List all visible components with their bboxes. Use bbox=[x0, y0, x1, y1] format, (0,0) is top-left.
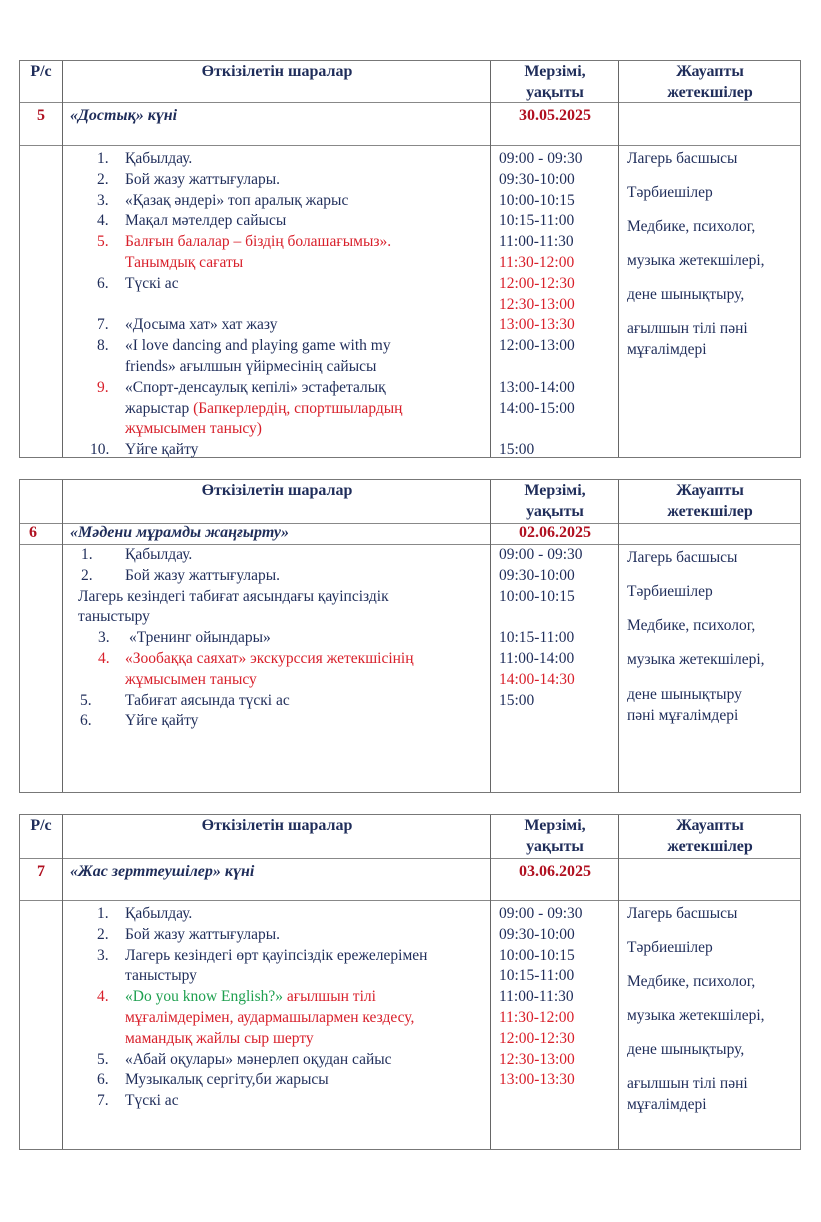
header-events: Өткізілетін шаралар bbox=[201, 817, 353, 834]
event-text: friends» ағылшын үйірмесінің сайысы bbox=[125, 358, 377, 375]
event-number: 2. bbox=[97, 170, 109, 188]
responsible-list bbox=[619, 545, 801, 792]
time-slot: 12:00-12:30 bbox=[499, 1029, 575, 1047]
time-slot: 14:00-15:00 bbox=[499, 399, 575, 417]
time-slot: 13:00-13:30 bbox=[499, 1071, 575, 1089]
header-time: Мерзімі, уақыты bbox=[524, 63, 586, 101]
header-row bbox=[20, 480, 800, 523]
time-slot: 10:00-10:15 bbox=[499, 191, 575, 209]
event-number: 2. bbox=[81, 566, 93, 584]
time-slot: 11:00-11:30 bbox=[499, 233, 574, 251]
event-text: Табиғат аясында түскі ас bbox=[125, 691, 290, 709]
responsible-person: дене шынықтыру, bbox=[627, 286, 745, 303]
responsible-person: мұғалімдері bbox=[627, 341, 707, 358]
event-number: 6. bbox=[97, 1071, 109, 1089]
schedule-table-day-7 bbox=[19, 814, 801, 1150]
responsible-list bbox=[619, 901, 801, 1149]
event-number: 6. bbox=[80, 712, 92, 730]
event-text: таныстыру bbox=[125, 967, 197, 985]
day-title-row bbox=[20, 523, 800, 544]
event-text: Лагерь кезіндегі өрт қауіпсіздік ережелерімен bbox=[125, 946, 428, 964]
event-number: 1. bbox=[97, 905, 109, 922]
day-date: 30.05.2025 bbox=[519, 107, 591, 124]
event-number: 3. bbox=[97, 191, 109, 209]
event-text: «Досыма хат» хат жазу bbox=[125, 316, 278, 334]
day-title: «Мәдени мұрамды жаңғырту» bbox=[70, 524, 289, 541]
event-text: Үйге қайту bbox=[125, 441, 199, 459]
event-text: «Қазақ әндері» топ аралық жарыс bbox=[125, 191, 349, 209]
time-slot: 09:30-10:00 bbox=[499, 925, 575, 943]
time-slot: 09:30-10:00 bbox=[499, 170, 575, 188]
event-text: жұмысымен танысу bbox=[125, 670, 257, 688]
event-text: Қабылдау. bbox=[125, 546, 193, 563]
event-number: 8. bbox=[97, 337, 109, 355]
time-slot: 12:30-13:00 bbox=[499, 295, 575, 313]
time-slot: 09:30-10:00 bbox=[499, 566, 575, 584]
time-slot: 10:00-10:15 bbox=[499, 587, 575, 605]
header-events: Өткізілетін шаралар bbox=[201, 482, 353, 499]
day-body-row bbox=[20, 145, 800, 457]
event-number: 9. bbox=[97, 378, 109, 396]
day-body-row bbox=[20, 900, 800, 1149]
header-num: Р/с bbox=[30, 63, 52, 80]
event-number: 10. bbox=[90, 441, 110, 459]
event-number: 5. bbox=[97, 233, 109, 251]
event-text: Балғын балалар – біздің болашағымыз». bbox=[125, 233, 392, 251]
events-list bbox=[63, 901, 491, 1149]
header-time: Мерзімі, уақыты bbox=[524, 482, 586, 520]
time-slot: 11:00-14:00 bbox=[499, 650, 575, 667]
event-text: Мақал мәтелдер сайысы bbox=[125, 212, 287, 230]
day-date: 02.06.2025 bbox=[519, 524, 591, 541]
time-slot: 14:00-14:30 bbox=[499, 670, 575, 688]
day-date: 03.06.2025 bbox=[519, 863, 591, 880]
responsible-list bbox=[619, 146, 801, 457]
time-slot: 13:00-14:00 bbox=[499, 378, 575, 396]
events-list bbox=[63, 545, 491, 792]
event-text: Түскі ас bbox=[125, 274, 179, 292]
event-number: 4. bbox=[98, 650, 110, 667]
events-list bbox=[63, 146, 491, 457]
responsible-person: Лагерь басшысы bbox=[627, 905, 738, 922]
responsible-person: пәні мұғалімдері bbox=[627, 707, 739, 724]
event-text: «I love dancing and playing game with my bbox=[125, 337, 391, 355]
event-number: 7. bbox=[97, 1092, 109, 1110]
event-number: 2. bbox=[97, 925, 109, 943]
time-slot: 10:15-11:00 bbox=[499, 212, 575, 230]
day-title: «Жас зерттеушілер» күні bbox=[70, 863, 255, 880]
responsible-person: Тәрбиешілер bbox=[627, 939, 713, 956]
header-responsible: Жауапты жетекшілер bbox=[667, 817, 753, 855]
event-text: жарыстар (Бапкерлердің, спортшылардың bbox=[125, 399, 403, 417]
responsible-person: ағылшын тілі пәні bbox=[627, 1075, 748, 1092]
time-slot: 12:00-12:30 bbox=[499, 274, 575, 292]
event-number: 7. bbox=[97, 316, 109, 334]
event-text: мамандық жайлы сыр шерту bbox=[125, 1029, 314, 1047]
event-number: 1. bbox=[81, 546, 93, 563]
day-number: 7 bbox=[37, 863, 45, 880]
header-num: Р/с bbox=[30, 817, 52, 834]
event-number: 4. bbox=[97, 212, 109, 230]
responsible-person: Лагерь басшысы bbox=[627, 549, 738, 566]
time-slot: 11:30-12:00 bbox=[499, 254, 575, 271]
day-title-row bbox=[20, 858, 800, 900]
event-text: «Тренинг ойындары» bbox=[129, 629, 271, 647]
responsible-person: Лагерь басшысы bbox=[627, 150, 738, 167]
event-number: 3. bbox=[98, 629, 110, 647]
event-number: 4. bbox=[97, 988, 109, 1006]
time-slot: 15:00 bbox=[499, 691, 535, 709]
event-text: Қабылдау. bbox=[125, 150, 193, 167]
day-number: 6 bbox=[29, 524, 37, 541]
event-text: Бой жазу жаттығулары. bbox=[125, 566, 281, 584]
header-responsible: Жауапты жетекшілер bbox=[667, 482, 753, 520]
time-slot: 10:00-10:15 bbox=[499, 946, 575, 964]
time-slot: 13:00-13:30 bbox=[499, 316, 575, 334]
responsible-person: мұғалімдері bbox=[627, 1096, 707, 1113]
event-text: Лагерь кезіндегі табиғат аясындағы қауіпсіздік bbox=[78, 587, 389, 605]
time-slot: 12:00-13:00 bbox=[499, 337, 575, 355]
time-slot: 09:00 - 09:30 bbox=[499, 905, 583, 922]
time-slot: 12:30-13:00 bbox=[499, 1050, 575, 1068]
responsible-person: Медбике, психолог, bbox=[627, 617, 756, 634]
times-list bbox=[491, 146, 619, 457]
time-slot: 10:15-11:00 bbox=[499, 629, 575, 647]
event-text: таныстыру bbox=[78, 608, 150, 626]
event-number: 1. bbox=[97, 150, 109, 167]
day-number: 5 bbox=[37, 107, 45, 124]
event-number: 5. bbox=[80, 691, 92, 709]
event-text: «Абай оқулары» мәнерлеп оқудан сайыс bbox=[125, 1050, 392, 1068]
header-responsible: Жауапты жетекшілер bbox=[667, 63, 753, 101]
responsible-person: Медбике, психолог, bbox=[627, 973, 756, 990]
day-title: «Достық» күні bbox=[70, 107, 178, 124]
time-slot: 10:15-11:00 bbox=[499, 967, 575, 985]
times-list bbox=[491, 901, 619, 1149]
event-text: Түскі ас bbox=[125, 1092, 179, 1110]
header-row bbox=[20, 815, 800, 858]
event-text: Танымдық сағаты bbox=[125, 254, 244, 271]
schedule-table-day-6 bbox=[19, 479, 801, 793]
event-text: Бой жазу жаттығулары. bbox=[125, 925, 281, 943]
time-slot: 09:00 - 09:30 bbox=[499, 546, 583, 563]
event-number: 6. bbox=[97, 274, 109, 292]
event-number: 5. bbox=[97, 1050, 109, 1068]
event-text: «Спорт-денсаулық кепілі» эстафеталық bbox=[125, 378, 386, 396]
responsible-person: Медбике, психолог, bbox=[627, 218, 756, 235]
responsible-person: музыка жетекшілері, bbox=[627, 651, 765, 668]
header-row bbox=[20, 61, 800, 102]
event-text: мұғалімдерімен, аудармашылармен кездесу, bbox=[125, 1009, 415, 1026]
responsible-person: музыка жетекшілері, bbox=[627, 252, 765, 269]
day-title-row bbox=[20, 102, 800, 145]
day-body-row bbox=[20, 544, 800, 792]
responsible-person: дене шынықтыру bbox=[627, 686, 742, 703]
header-time: Мерзімі, уақыты bbox=[524, 817, 586, 855]
time-slot: 15:00 bbox=[499, 441, 535, 459]
event-text: «Зообаққа саяхат» экскурссия жетекшісінің bbox=[125, 650, 414, 667]
schedule-table-day-5 bbox=[19, 60, 801, 458]
responsible-person: Тәрбиешілер bbox=[627, 184, 713, 201]
header-events: Өткізілетін шаралар bbox=[201, 63, 353, 80]
event-text: Бой жазу жаттығулары. bbox=[125, 170, 281, 188]
time-slot: 11:00-11:30 bbox=[499, 988, 574, 1006]
event-text: Қабылдау. bbox=[125, 905, 193, 922]
responsible-person: дене шынықтыру, bbox=[627, 1041, 745, 1058]
event-text: «Do you know English?» ағылшын тілі bbox=[125, 988, 376, 1006]
time-slot: 09:00 - 09:30 bbox=[499, 150, 583, 167]
responsible-person: музыка жетекшілері, bbox=[627, 1007, 765, 1024]
event-number: 3. bbox=[97, 946, 109, 964]
event-text: жұмысымен танысу) bbox=[125, 420, 262, 438]
responsible-person: Тәрбиешілер bbox=[627, 583, 713, 600]
event-text: Музыкалық сергіту,би жарысы bbox=[125, 1071, 329, 1089]
time-slot: 11:30-12:00 bbox=[499, 1009, 575, 1026]
event-text: Үйге қайту bbox=[125, 712, 199, 730]
times-list bbox=[491, 545, 619, 792]
responsible-person: ағылшын тілі пәні bbox=[627, 320, 748, 337]
